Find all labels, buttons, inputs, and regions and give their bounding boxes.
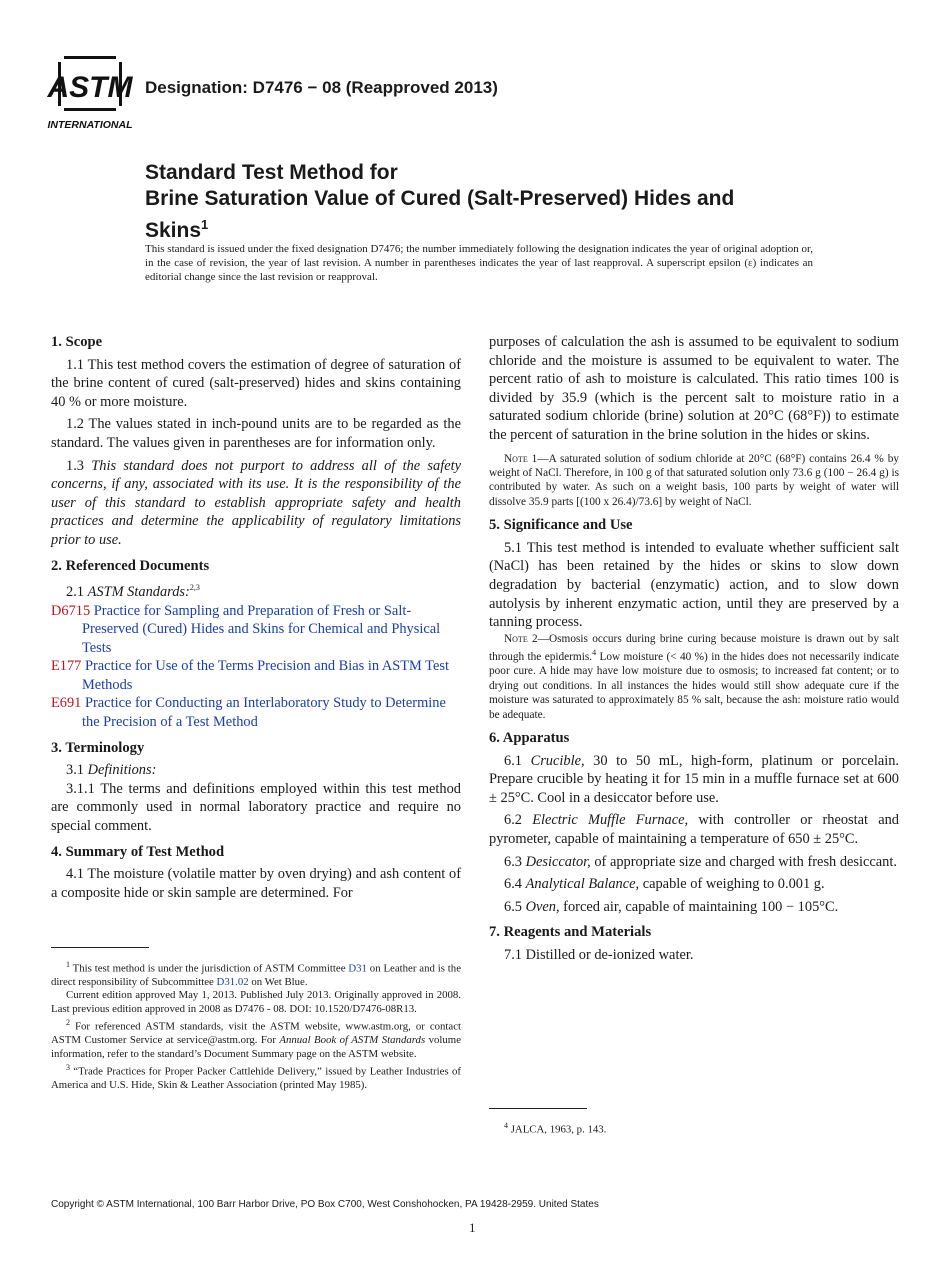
right-column: [489, 333, 899, 964]
standard-notice: This standard is issued under the fixed designation D7476; the number immediately following the designation indicates the year of original adoption or, in the case of revision, the year of last revision. A number in parentheses indicates the year of last reapproval. A superscript epsilon (ε) indicates an editorial change since the last revision or reapproval.: [145, 243, 813, 283]
page-number: 1: [469, 1220, 476, 1235]
designation: Designation: D7476 − 08 (Reapproved 2013): [145, 78, 498, 97]
reference-code[interactable]: E177: [51, 658, 82, 675]
para-3-1-num: 3.1: [66, 762, 84, 779]
astm-logo-graphic: [44, 52, 136, 134]
para-6-2-name: Electric Muffle Furnace,: [532, 812, 689, 829]
footnote-2-text-b: volume information, refer to the standard’s Document Summary page on the ASTM website.: [51, 1034, 461, 1060]
footnote-3: [51, 1061, 461, 1092]
note-1-text: —A saturated solution of sodium chloride at 20°C (68°F) contains 26.4 % by weight of NaCl. Therefore, in 100 g of that saturated solution only 73.6 g (100 − 26.4 g) is contributed by water. As such on a weight basis, 100 parts by weight of water will dissolve 35.9 parts [(100 x 26.4)/73.6] by weight of NaCl.: [489, 452, 900, 508]
note-2-text-b: Low moisture (< 40 %) in the hides does not necessarily indicate poor cure. A hide may have low moisture due to osmosis; to increased fat content; or to drying out conditions. In all instances the hides would still show adequate cure if the moisture was saturated to approximately 85 % salt, because the ash: moisture ratio would be adequate.: [489, 650, 899, 721]
footnote-rule-right: [489, 1108, 587, 1109]
reference-d6715[interactable]: [51, 602, 461, 658]
para-6-2-text: with controller or rheostat and pyrometer, capable of maintaining a temperature of 650 ± 25°C.: [489, 812, 899, 847]
para-3-1-label: Definitions:: [87, 762, 157, 779]
footnote-3-mark: 3: [66, 1063, 70, 1073]
section-heading-significance: 5. Significance and Use: [489, 517, 633, 534]
footnote-2-text-a: For referenced ASTM standards, visit the ASTM website, www.astm.org, or contact ASTM Customer Service at service@astm.org. For: [51, 1020, 461, 1047]
footnote-rule-left: [51, 947, 149, 948]
note-1: [489, 452, 899, 510]
para-2-1-sup: 2,3: [189, 583, 200, 593]
footnote-1-text-c: on Wet Blue.: [248, 976, 308, 988]
para-3-1: [51, 761, 461, 780]
title-line-3-text: Skins: [145, 219, 202, 242]
link-d31[interactable]: D31: [348, 962, 367, 975]
section-heading-scope: 1. Scope: [51, 334, 103, 350]
para-6-1-text: 30 to 50 mL, high-form, platinum or porcelain. Prepare crucible by heating it for 15 min in a muffle furnace set at 600 ± 25°C. Cool in a desiccator before use.: [489, 752, 899, 806]
reference-title[interactable]: Practice for Use of the Terms Precision and Bias in ASTM Test Methods: [82, 658, 449, 693]
para-6-1: [489, 752, 899, 808]
logo-text: ASTM: [47, 71, 133, 104]
footnotes-right: [489, 1119, 899, 1137]
logo-subtext: INTERNATIONAL: [47, 119, 133, 131]
astm-logo: [44, 52, 136, 134]
note-2-sup: 4: [592, 648, 597, 658]
para-6-2: [489, 811, 899, 848]
para-6-3: [489, 853, 899, 872]
section-heading-summary: 4. Summary of Test Method: [51, 843, 225, 860]
para-4-1-cont: purposes of calculation the ash is assumed to be equivalent to sodium chloride and the moisture is assumed to be equivalent to water. The percent ratio of ash to moisture is calculated. This ratio times 100 is divided by 35.9 (which is the percent salt to moisture ratio in a saturated sodium chloride (brine) solution at 20°C (68°F)) to estimate the percent of saturation in the brine solution in the hides or skins.: [489, 334, 899, 443]
para-6-3-num: 6.3: [504, 853, 522, 870]
para-6-1-num: 6.1: [504, 752, 522, 769]
para-6-4-num: 6.4: [504, 876, 522, 893]
footnote-2: [51, 1016, 461, 1061]
para-1-3-num: 1.3: [66, 457, 84, 474]
para-2-1: [51, 579, 461, 601]
para-6-4-name: Analytical Balance,: [525, 876, 640, 893]
para-6-5-name: Oven,: [525, 898, 560, 915]
para-7-1: 7.1 Distilled or de-ionized water.: [504, 946, 694, 963]
copyright-notice: Copyright © ASTM International, 100 Barr Harbor Drive, PO Box C700, West Conshohocken, PA 19428-2959. United States: [51, 1199, 599, 1210]
para-6-3-text: of appropriate size and charged with fresh desiccant.: [590, 853, 897, 870]
link-d31-02[interactable]: D31.02: [216, 976, 249, 988]
title-line-2: Brine Saturation Value of Cured (Salt-Preserved) Hides and: [145, 187, 735, 210]
footnote-2-italic: Annual Book of ASTM Standards: [279, 1034, 426, 1047]
title-line-3: [145, 212, 825, 244]
para-6-2-num: 6.2: [504, 812, 522, 829]
reference-e691[interactable]: [51, 694, 461, 731]
section-heading-terminology: 3. Terminology: [51, 739, 145, 756]
reference-code[interactable]: D6715: [51, 602, 91, 619]
left-column: [51, 333, 461, 902]
para-5-1: 5.1 This test method is intended to evaluate whether sufficient salt (NaCl) has been retained by the hides or skins to slow down degradation by bacterial (enzymatic) action, and to slow down autolysis by inherent enzymatic action, until they are preserved by a tanning process.: [489, 539, 899, 631]
section-heading-apparatus: 6. Apparatus: [489, 729, 570, 746]
para-3-1-1: 3.1.1 The terms and definitions employed within this test method are commonly used in normal laboratory practice and require no special comment.: [51, 780, 461, 835]
reference-title[interactable]: Practice for Sampling and Preparation of Fresh or Salt-Preserved (Cured) Hides and Skins for Chemical and Physical Tests: [82, 602, 441, 656]
footnote-4-mark: 4: [504, 1121, 508, 1130]
note-2: [489, 632, 899, 722]
footnote-4-text: JALCA, 1963, p. 143.: [508, 1123, 607, 1136]
footnotes-left: [51, 958, 461, 1092]
footnote-1-text-b: on Leather and is the direct responsibility of Subcommittee: [51, 962, 461, 988]
footnote-1-mark: 1: [66, 960, 70, 969]
note-1-label: Note 1: [504, 452, 538, 465]
para-6-4-text: capable of weighing to 0.001 g.: [639, 876, 825, 893]
para-2-1-num: 2.1: [66, 583, 84, 600]
para-1-3: [51, 457, 461, 550]
footnote-1-edition: Current edition approved May 1, 2013. Published July 2013. Originally approved in 2008. Last previous edition approved in 2008 as D7476 - 08. DOI: 10.1520/D7476-08R13.: [51, 989, 461, 1015]
reference-code[interactable]: E691: [51, 695, 82, 712]
reference-e177[interactable]: [51, 657, 461, 694]
reference-title[interactable]: Practice for Conducting an Interlaboratory Study to Determine the Precision of a Test Method: [82, 695, 446, 731]
para-6-3-name: Desiccator,: [525, 853, 591, 870]
footnote-3-text: “Trade Practices for Proper Packer Cattlehide Delivery,” issued by Leather Industries of America and U.S. Hide, Skin & Leather Association (printed May 1985).: [51, 1065, 461, 1092]
para-1-2: 1.2 The values stated in inch-pound units are to be regarded as the standard. The values given in parentheses are for information only.: [51, 416, 461, 451]
footnote-4: [489, 1119, 899, 1137]
title-line-1: Standard Test Method for: [145, 161, 398, 184]
title-footnote-mark: 1: [201, 217, 209, 232]
para-4-1-start: 4.1 The moisture (volatile matter by oven drying) and ash content of a composite hide or skin sample are determined. For: [51, 866, 461, 901]
section-heading-reagents: 7. Reagents and Materials: [489, 924, 652, 941]
note-2-text-a: —Osmosis occurs during brine curing because moisture is drawn out by salt through the epidermis.: [489, 632, 899, 663]
para-1-1: 1.1 This test method covers the estimation of degree of saturation of the brine content of cured (salt-preserved) hides and skins containing 40 % or more moisture.: [51, 356, 461, 410]
para-6-5: [489, 898, 899, 917]
document-title: [145, 160, 825, 244]
para-6-1-name: Crucible,: [530, 752, 585, 769]
para-6-4: [489, 875, 899, 894]
footnote-2-mark: 2: [66, 1018, 70, 1028]
para-1-3-text: This standard does not purport to address all of the safety concerns, if any, associated with its use. It is the responsibility of the user of this standard to establish appropriate safety and health practices and determine the applicability of regulatory limitations prior to use.: [51, 457, 461, 548]
para-2-1-label: ASTM Standards:: [87, 583, 190, 600]
section-heading-referenced: 2. Referenced Documents: [51, 557, 210, 574]
para-6-5-num: 6.5: [504, 898, 522, 915]
footnote-1: [51, 958, 461, 989]
note-2-label: Note 2: [504, 632, 538, 645]
para-6-5-text: forced air, capable of maintaining 100 − 105°C.: [559, 898, 839, 915]
footnote-1-text-a: This test method is under the jurisdiction of ASTM Committee: [70, 962, 349, 975]
